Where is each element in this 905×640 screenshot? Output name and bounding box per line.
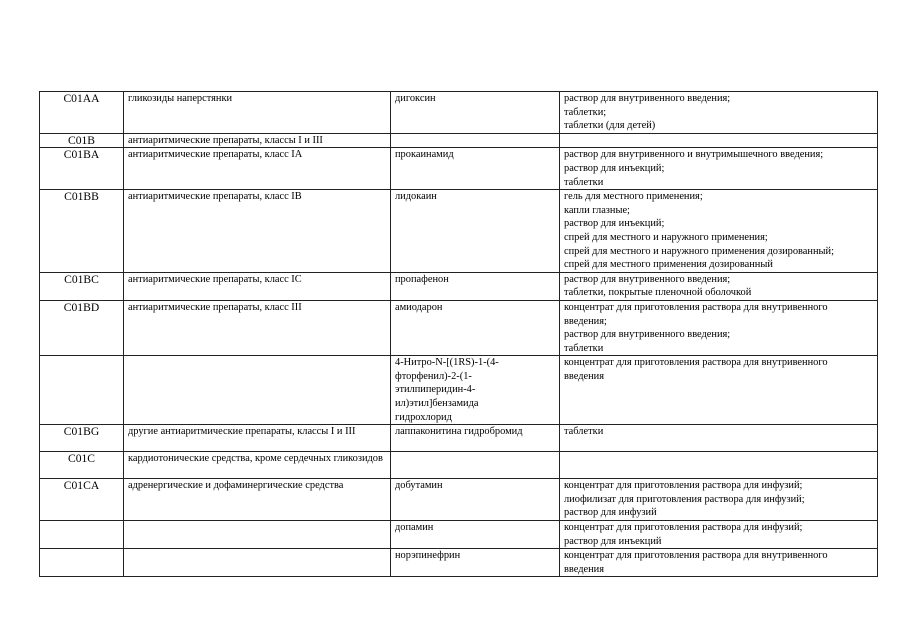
table-row (40, 272, 878, 300)
dosage-form-line: раствор для внутривенного и внутримышечного введения; (564, 149, 824, 161)
drug-cell (391, 272, 560, 300)
dosage-form-line: раствор для инъекций; (564, 218, 665, 230)
dosage-form-cell (560, 521, 878, 549)
dosage-form-line: спрей для местного применения дозированный (564, 259, 773, 271)
table-row (40, 133, 878, 148)
atc-code-cell: C01BC (40, 272, 124, 300)
drug-name: дигоксин (395, 93, 436, 104)
dosage-form-cell (560, 92, 878, 134)
dosage-form-cell (560, 452, 878, 479)
dosage-form-cell (560, 190, 878, 273)
dosage-form-line: таблетки (564, 342, 604, 354)
table-row (40, 521, 878, 549)
dosage-form-cell (560, 356, 878, 425)
dosage-form-cell (560, 300, 878, 355)
dosage-form-line: концентрат для приготовления раствора для инфузий; (564, 480, 803, 492)
drug-name: гидрохлорид (395, 411, 452, 423)
dosage-form-line: раствор для инъекций (564, 535, 662, 547)
group-cell (124, 521, 391, 549)
drug-name: 4-Нитро-N-[(1RS)-1-(4- (395, 357, 499, 369)
drug-cell (391, 356, 560, 425)
atc-code-cell: C01C (40, 452, 124, 479)
dosage-form-line: концентрат для приготовления раствора для внутривенного (564, 301, 828, 313)
drug-name: добутамин (395, 480, 443, 492)
drug-cell (391, 425, 560, 452)
dosage-form-cell (560, 133, 878, 148)
dosage-form-line: раствор для внутривенного введения; (564, 329, 731, 341)
dosage-form-line: таблетки; (564, 106, 607, 118)
dosage-form-line: таблетки (для детей) (564, 120, 656, 132)
atc-code-cell (40, 521, 124, 549)
drug-cell (391, 479, 560, 521)
atc-code-cell: C01BD (40, 300, 124, 355)
dosage-form-line: введения; (564, 315, 607, 327)
atc-code-cell: C01BB (40, 190, 124, 273)
drug-cell (391, 521, 560, 549)
drug-classification-table (39, 91, 878, 577)
group-cell (124, 549, 391, 577)
dosage-form-cell (560, 549, 878, 577)
atc-code-cell: C01CA (40, 479, 124, 521)
atc-code-cell: C01BA (40, 148, 124, 190)
table-row (40, 479, 878, 521)
drug-cell (391, 190, 560, 273)
dosage-form-line: лиофилизат для приготовления раствора для инфузий; (564, 493, 805, 505)
dosage-form-cell (560, 479, 878, 521)
dosage-form-cell (560, 272, 878, 300)
group-cell: другие антиаритмические препараты, классы I и III (124, 425, 391, 452)
drug-name: пропафенон (395, 273, 449, 285)
table-row (40, 148, 878, 190)
group-cell: антиаритмические препараты, классы I и III (124, 133, 391, 148)
drug-name: допамин (395, 522, 434, 534)
drug-cell (391, 452, 560, 479)
drug-name: фторфенил)-2-(1- (395, 370, 472, 382)
drug-cell (391, 300, 560, 355)
dosage-form-cell (560, 148, 878, 190)
drug-name: лидокаин (395, 191, 437, 203)
drug-name: ил)этил]бензамида (395, 398, 479, 410)
group-cell: антиаритмические препараты, класс III (124, 300, 391, 355)
group-cell: адренергические и дофаминергические средства (124, 479, 391, 521)
dosage-form-line: капли глазные; (564, 204, 630, 216)
dosage-form-line: раствор для внутривенного введения; (564, 93, 731, 104)
drug-name: прокаинамид (395, 149, 454, 161)
group-cell (124, 356, 391, 425)
table-row (40, 452, 878, 479)
drug-cell (391, 148, 560, 190)
table-row (40, 190, 878, 273)
dosage-form-line: раствор для внутривенного введения; (564, 273, 731, 285)
table-row (40, 300, 878, 355)
atc-code-cell (40, 549, 124, 577)
drug-name: лаппаконитина гидробромид (395, 426, 523, 438)
dosage-form-line: спрей для местного и наружного применения дозированный; (564, 245, 834, 257)
drug-name: этилпиперидин-4- (395, 384, 476, 396)
dosage-form-line: раствор для инфузий (564, 507, 657, 519)
drug-cell (391, 92, 560, 134)
dosage-form-line: концентрат для приготовления раствора для внутривенного (564, 357, 828, 369)
dosage-form-line: концентрат для приготовления раствора для внутривенного (564, 550, 828, 562)
table-row (40, 356, 878, 425)
dosage-form-line: раствор для инъекций; (564, 162, 665, 174)
drug-name: норэпинефрин (395, 550, 461, 562)
drug-name: амиодарон (395, 301, 443, 313)
dosage-form-line: таблетки, покрытые пленочной оболочкой (564, 287, 752, 299)
group-cell: антиаритмические препараты, класс IC (124, 272, 391, 300)
dosage-form-line: таблетки (564, 426, 604, 438)
dosage-form-line: введения (564, 370, 605, 382)
drug-cell (391, 549, 560, 577)
group-cell: антиаритмические препараты, класс IB (124, 190, 391, 273)
group-cell: антиаритмические препараты, класс IA (124, 148, 391, 190)
dosage-form-line: гель для местного применения; (564, 191, 703, 203)
group-cell: гликозиды наперстянки (124, 92, 391, 134)
table-body (40, 92, 878, 577)
table-row (40, 92, 878, 134)
dosage-form-line: введения (564, 563, 605, 575)
atc-code-cell (40, 356, 124, 425)
atc-code-cell: C01AA (40, 92, 124, 134)
dosage-form-line: таблетки (564, 176, 604, 188)
atc-code-cell: C01B (40, 133, 124, 148)
dosage-form-cell (560, 425, 878, 452)
drug-cell (391, 133, 560, 148)
table-row (40, 549, 878, 577)
dosage-form-line: спрей для местного и наружного применения; (564, 231, 768, 243)
table-row (40, 425, 878, 452)
dosage-form-line: концентрат для приготовления раствора для инфузий; (564, 522, 803, 534)
group-cell: кардиотонические средства, кроме сердечных гликозидов (124, 452, 391, 479)
atc-code-cell: C01BG (40, 425, 124, 452)
